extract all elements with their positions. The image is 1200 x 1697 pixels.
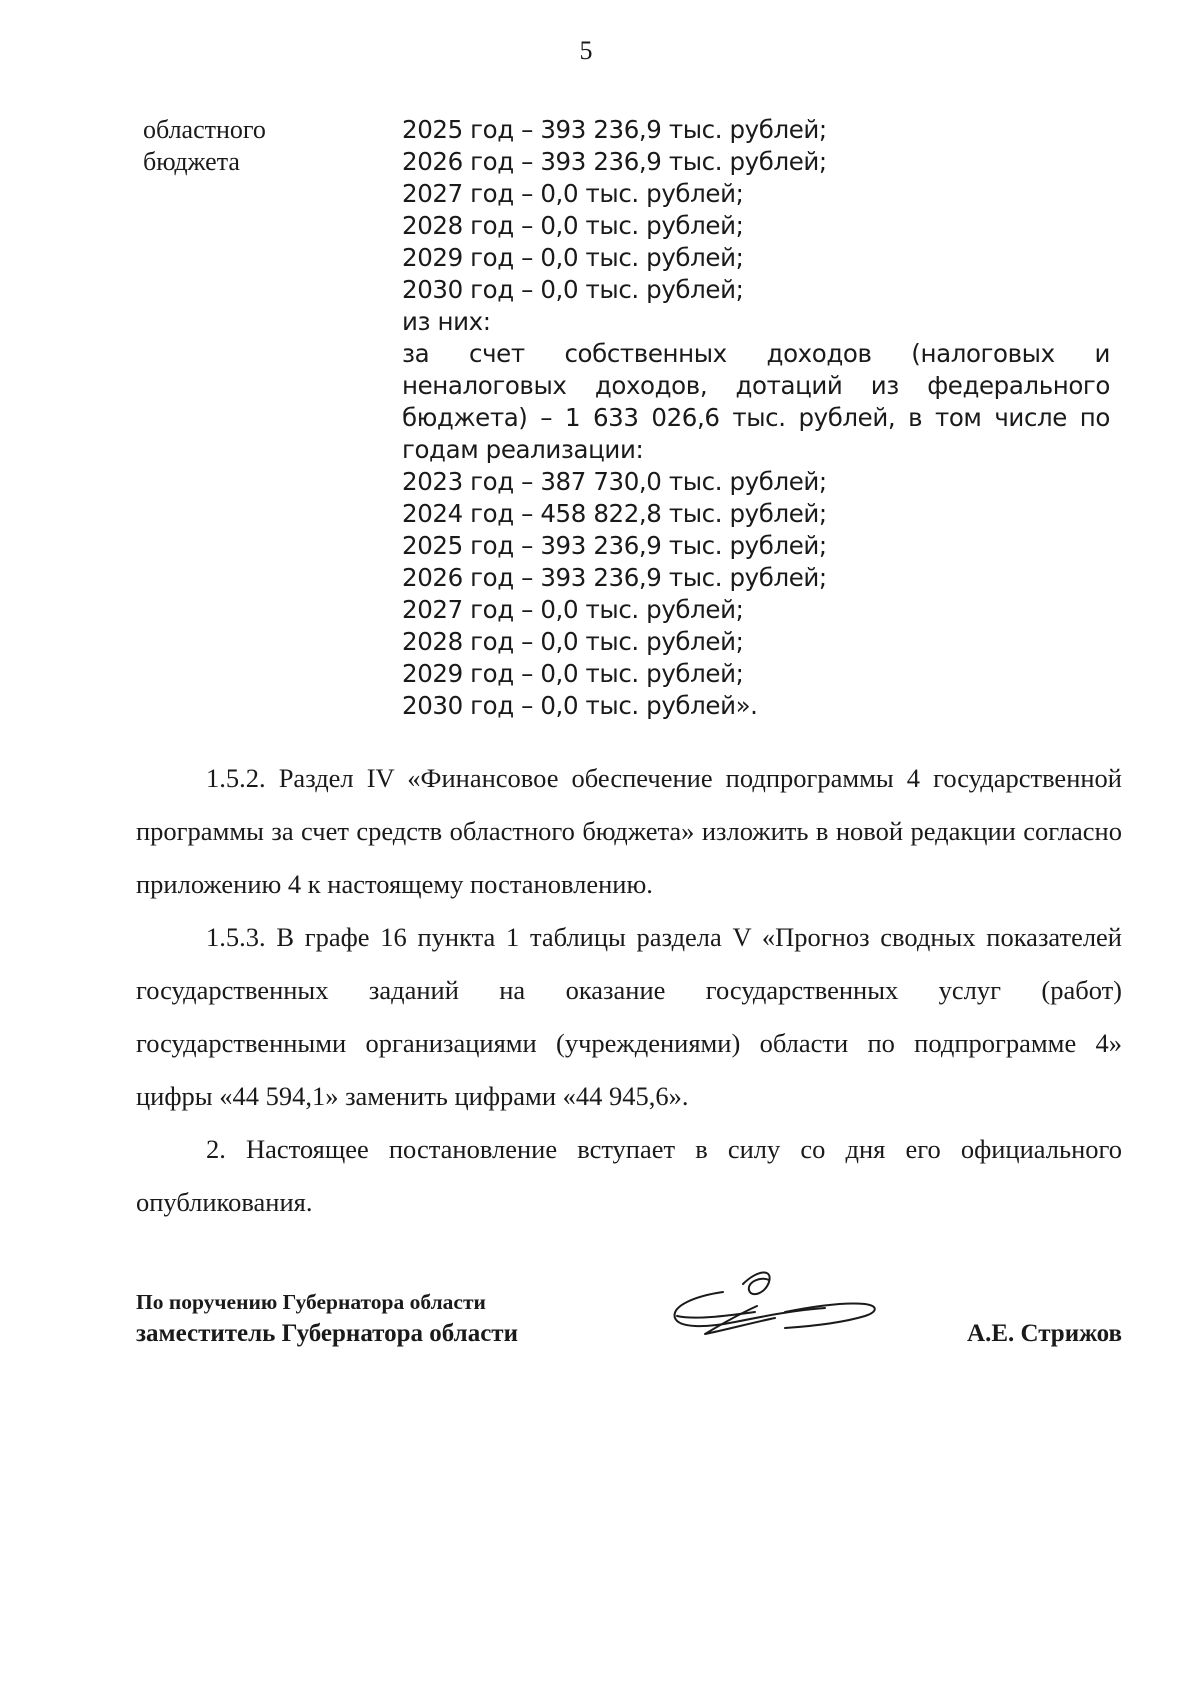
value-line: 2025 год – 393 236,9 тыс. рублей; (402, 115, 827, 144)
value-line: 2029 год – 0,0 тыс. рублей; (402, 659, 744, 688)
budget-label-line1: областного (143, 115, 266, 144)
signer-name: А.Е. Стрижов (967, 1320, 1122, 1347)
value-line: 2029 год – 0,0 тыс. рублей; (402, 243, 744, 272)
paragraph-1-5-2: 1.5.2. Раздел IV «Финансовое обеспечение подпрограммы 4 государственной программы за счет средств областного бюджета» изложить в новой редакции согласно приложению 4 к настоящему постановлению. (136, 763, 1122, 899)
value-line: 2028 год – 0,0 тыс. рублей; (402, 627, 744, 656)
budget-values (402, 114, 1110, 722)
budget-label-line2: бюджета (143, 147, 240, 176)
value-line: 2026 год – 393 236,9 тыс. рублей; (402, 563, 827, 592)
handwritten-signature (665, 1262, 895, 1362)
signer-position: заместитель Губернатора области (136, 1320, 518, 1347)
value-line: 2026 год – 393 236,9 тыс. рублей; (402, 147, 827, 176)
value-line: 2027 год – 0,0 тыс. рублей; (402, 595, 744, 624)
value-line: 2024 год – 458 822,8 тыс. рублей; (402, 499, 827, 528)
signer-authority: По поручению Губернатора области (136, 1290, 486, 1314)
own-revenue-paragraph: за счет собственных доходов (налоговых и неналоговых доходов, дотаций из федерального бюджета) – 1 633 026,6 тыс. рублей, в том числе по годам реализации: (402, 339, 1110, 464)
value-line: 2023 год – 387 730,0 тыс. рублей; (402, 467, 827, 496)
value-line: 2030 год – 0,0 тыс. рублей». (402, 691, 758, 720)
value-line: 2030 год – 0,0 тыс. рублей; (402, 275, 744, 304)
paragraph-1-5-3: 1.5.3. В графе 16 пункта 1 таблицы раздела V «Прогноз сводных показателей государственных заданий на оказание государственных услуг (работ) государственными организациями (учреждениями) области по подпрограмме 4» цифры «44 594,1» заменить цифрами «44 945,6». (136, 922, 1122, 1111)
value-line: из них: (402, 307, 491, 336)
value-line: 2028 год – 0,0 тыс. рублей; (402, 211, 744, 240)
body-text (136, 752, 1122, 1229)
paragraph-2: 2. Настоящее постановление вступает в силу со дня его официального опубликования. (136, 1134, 1122, 1217)
budget-label (143, 114, 383, 178)
page-number: 5 (579, 36, 593, 65)
value-line: 2027 год – 0,0 тыс. рублей; (402, 179, 744, 208)
signature-block (136, 1290, 1122, 1380)
value-line: 2025 год – 393 236,9 тыс. рублей; (402, 531, 827, 560)
